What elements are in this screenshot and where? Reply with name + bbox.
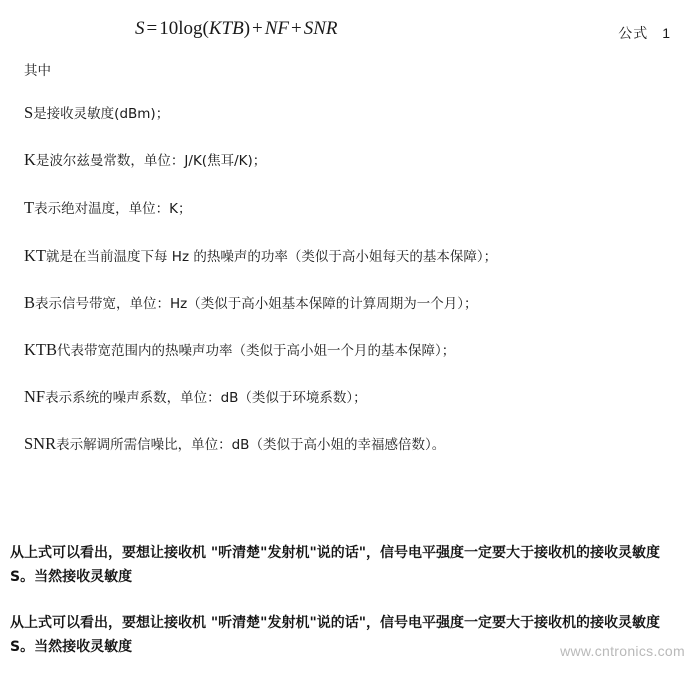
definition-symbol-k: K — [24, 150, 36, 169]
formula-caption-number: 1 — [662, 25, 671, 41]
definition-line-k — [24, 150, 674, 171]
equation-log: log — [178, 18, 203, 39]
definition-text-s: 是接收灵敏度(dBm)； — [33, 106, 170, 122]
definition-symbol-nf: NF — [24, 387, 46, 406]
definition-text-snr: 表示解调所需信噪比，单位：dB（类似于高小姐的幸福感倍数）。 — [56, 437, 446, 453]
formula-caption — [618, 23, 671, 43]
definition-symbol-t: T — [24, 198, 35, 217]
watermark-text: www.cntronics.com — [560, 643, 685, 659]
equation-paren-open: ( — [202, 18, 209, 39]
definition-symbol-ktb: KTB — [24, 340, 57, 359]
formula-caption-label: 公式 — [618, 25, 649, 41]
conclusion-paragraph-1: 从上式可以看出，要想让接收机 "听清楚"发射机"说的话"，信号电平强度一定要大于接收机的接收灵敏度 S。当然接收灵敏度 — [10, 545, 661, 585]
definition-symbol-s: S — [24, 103, 34, 122]
definition-symbol-kt: KT — [24, 246, 46, 265]
equation-coefficient: 10 — [159, 18, 179, 39]
definition-line-qizhong — [24, 62, 674, 81]
equation-plus-2: + — [291, 18, 302, 39]
equation-term-snr: SNR — [303, 18, 338, 39]
equation-term-nf: NF — [264, 18, 290, 39]
definition-line-b — [24, 293, 674, 314]
equation-term-s: S — [135, 18, 145, 39]
definition-text-b: 表示信号带宽，单位：Hz（类似于高小姐基本保障的计算周期为一个月）； — [35, 296, 478, 312]
definition-text-nf: 表示系统的噪声系数，单位：dB（类似于环境系数）； — [45, 390, 367, 406]
definition-symbol-b: B — [24, 293, 36, 312]
formula-row — [0, 18, 695, 52]
definition-line-nf — [24, 387, 674, 408]
definition-text-ktb: 代表带宽范围内的热噪声功率（类似于高小姐一个月的基本保障）； — [57, 343, 456, 359]
definition-list — [24, 62, 674, 463]
definition-symbol-snr: SNR — [24, 434, 57, 453]
definition-line-t — [24, 198, 674, 219]
equation-term-ktb: KTB — [208, 18, 244, 39]
conclusion-paragraphs — [10, 541, 682, 681]
equation-paren-close: ) — [243, 18, 251, 39]
definition-text-k: 是波尔兹曼常数，单位：J/K(焦耳/K)； — [35, 153, 267, 169]
definition-line-snr — [24, 434, 674, 455]
equation-equals: = — [146, 18, 158, 39]
definition-text: 其中 — [24, 63, 51, 79]
definition-line-s — [24, 103, 674, 124]
definition-text-kt: 就是在当前温度下每 Hz 的热噪声的功率（类似于高小姐每天的基本保障）； — [46, 249, 498, 265]
equation-ktb — [135, 18, 338, 40]
definition-line-kt — [24, 246, 674, 267]
definition-text-t: 表示绝对温度，单位：K； — [34, 201, 192, 217]
definition-line-ktb — [24, 340, 674, 361]
equation-plus-1: + — [252, 18, 263, 39]
conclusion-paragraph-2: 从上式可以看出，要想让接收机 "听清楚"发射机"说的话"，信号电平强度一定要大于接收机的接收灵敏度 S。当然接收灵敏度 — [10, 615, 661, 655]
